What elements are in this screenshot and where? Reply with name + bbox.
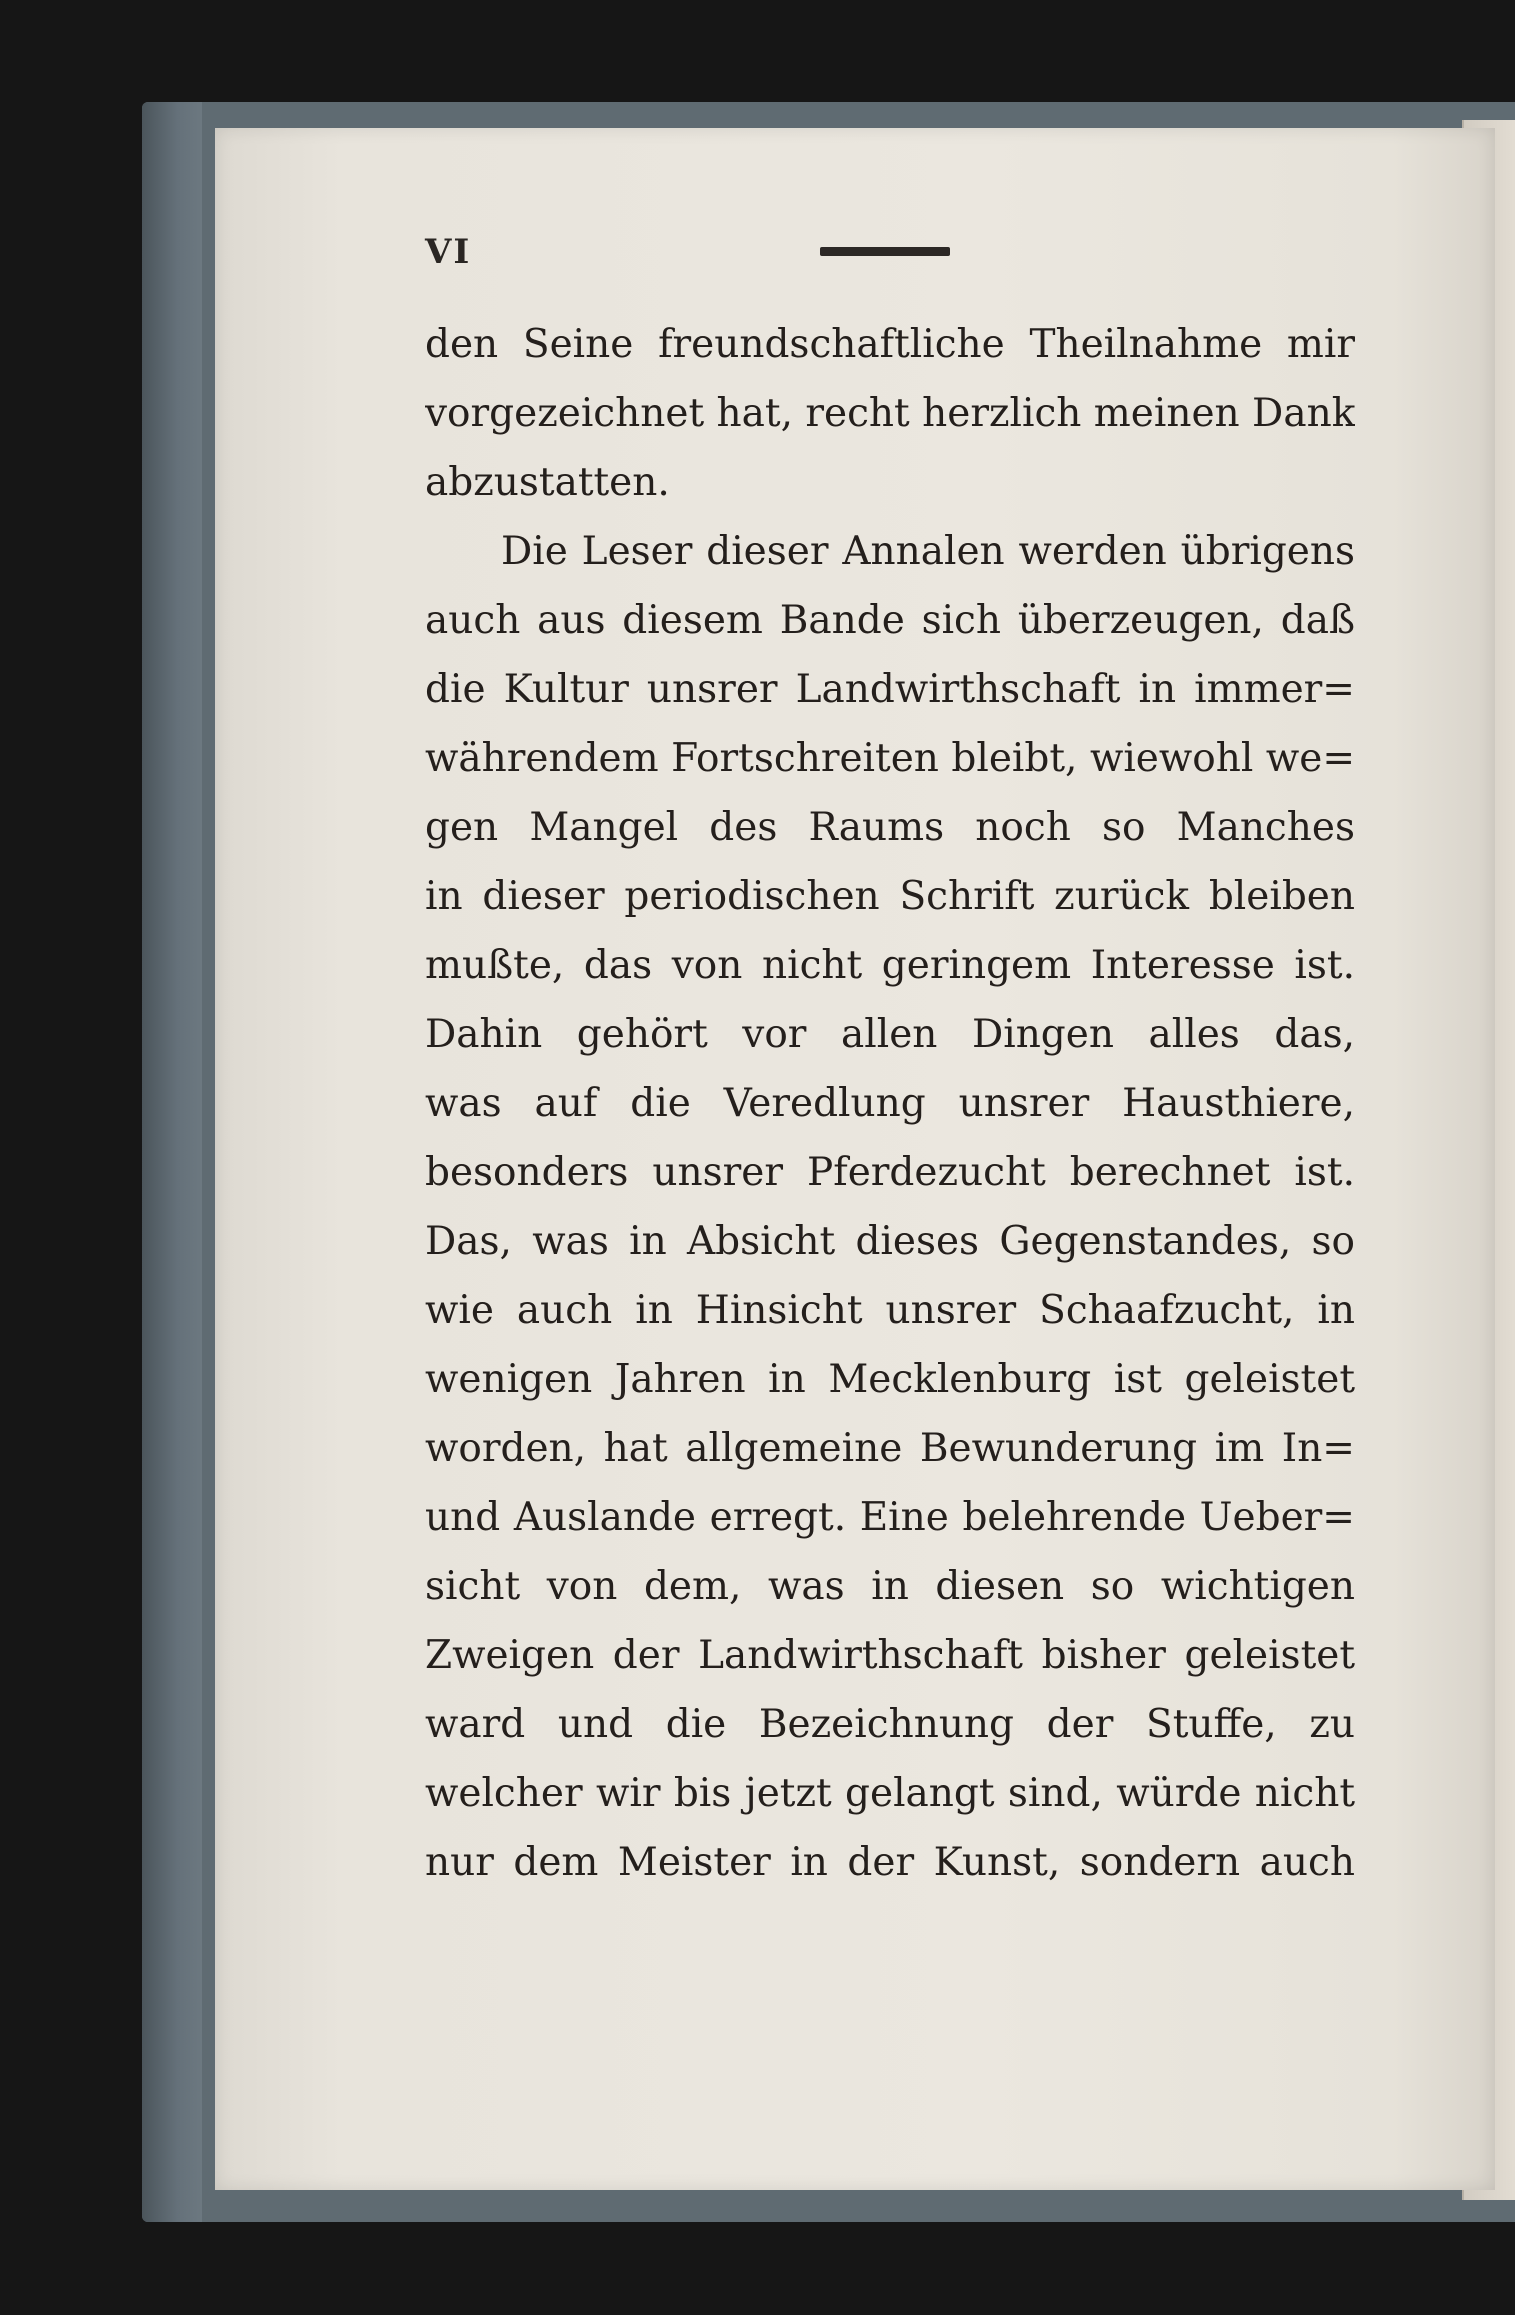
text-line: Die Leser dieser Annalen werden übrigens <box>501 529 1355 574</box>
text-line: wenigen Jahren in Mecklenburg ist geleistet <box>425 1357 1355 1402</box>
text-line: die Kultur unsrer Landwirthschaft in immer= <box>425 667 1355 712</box>
text-line: worden, hat allgemeine Bewunderung im In= <box>425 1426 1355 1471</box>
body-text <box>425 310 1355 1897</box>
text-line: Das, was in Absicht dieses Gegenstandes, so <box>425 1219 1355 1264</box>
text-line: Dahin gehört vor allen Dingen alles das, <box>425 1012 1355 1057</box>
text-line: in dieser periodischen Schrift zurück bleiben <box>425 874 1355 919</box>
text-line: mußte, das von nicht geringem Interesse ist. <box>425 943 1355 988</box>
text-line: auch aus diesem Bande sich überzeugen, daß <box>425 598 1355 643</box>
text-line: vorgezeichnet hat, recht herzlich meinen Dank <box>425 391 1355 436</box>
text-line: nur dem Meister in der Kunst, sondern auch <box>425 1840 1355 1885</box>
text-line: gen Mangel des Raums noch so Manches <box>425 805 1355 850</box>
text-line: und Auslande erregt. Eine belehrende Ueber= <box>425 1495 1355 1540</box>
text-line: währendem Fortschreiten bleibt, wiewohl we= <box>425 736 1355 781</box>
text-line: den Seine freundschaftliche Theilnahme mir <box>425 322 1355 367</box>
text-line: abzustatten. <box>425 460 670 505</box>
book-spine-edge <box>142 102 202 2222</box>
text-line: Zweigen der Landwirthschaft bisher geleistet <box>425 1633 1355 1678</box>
text-line: welcher wir bis jetzt gelangt sind, würde nicht <box>425 1771 1355 1816</box>
text-line: ward und die Bezeichnung der Stuffe, zu <box>425 1702 1355 1747</box>
text-line: besonders unsrer Pferdezucht berechnet ist. <box>425 1150 1355 1195</box>
header-ornament-rule <box>820 247 950 256</box>
text-line: sicht von dem, was in diesen so wichtigen <box>425 1564 1355 1609</box>
page-number: VI <box>425 232 472 272</box>
text-line: wie auch in Hinsicht unsrer Schaafzucht, in <box>425 1288 1355 1333</box>
text-line: was auf die Veredlung unsrer Hausthiere, <box>425 1081 1355 1126</box>
